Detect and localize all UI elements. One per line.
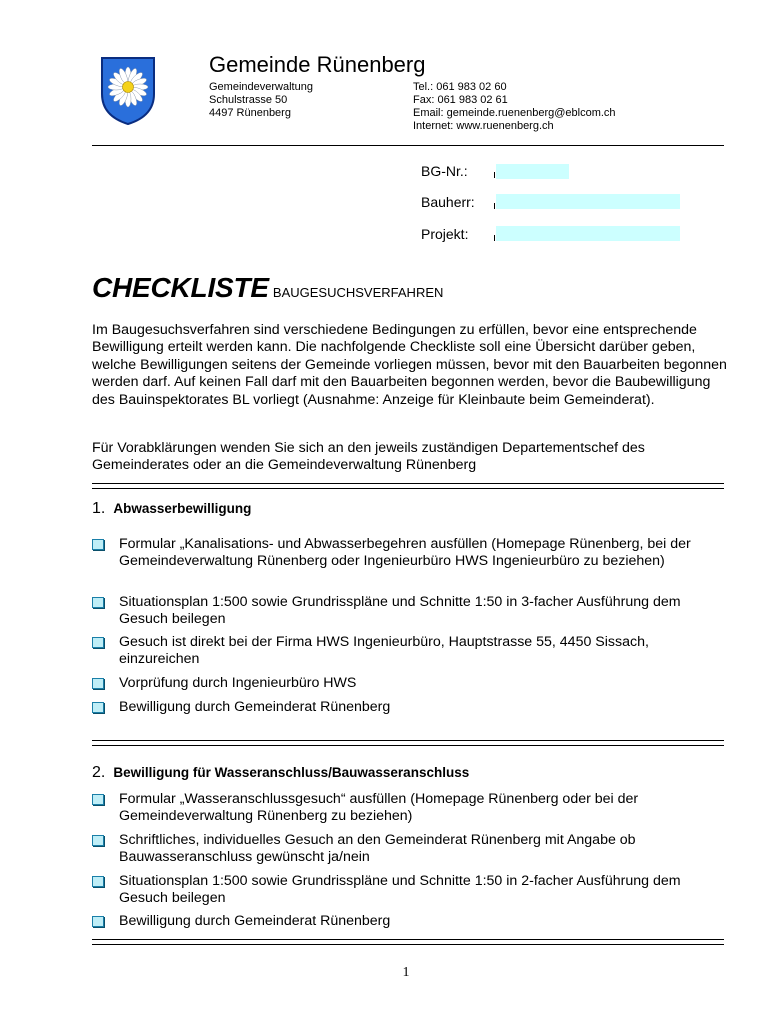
checklist-item-text: Schriftliches, individuelles Gesuch an den Gemeinderat Rünenberg mit Angabe ob Bauwasseranschluss gewünscht ja/nein <box>119 832 636 866</box>
checkbox[interactable] <box>92 876 104 887</box>
municipality-crest-logo <box>100 56 156 126</box>
bg-nr-field[interactable] <box>496 164 569 179</box>
checklist-item-text: Bewilligung durch Gemeinderat Rünenberg <box>119 699 391 715</box>
checkbox[interactable] <box>92 637 104 648</box>
website-link[interactable]: Internet: www.ruenenberg.ch <box>413 120 554 132</box>
fax: Fax: 061 983 02 61 <box>413 94 508 106</box>
checkbox[interactable] <box>92 916 104 927</box>
checkbox[interactable] <box>92 539 104 550</box>
checkbox[interactable] <box>92 702 104 713</box>
field-marker <box>494 172 495 178</box>
checklist-item-text: Vorprüfung durch Ingenieurbüro HWS <box>119 675 357 691</box>
projekt-field[interactable] <box>496 226 680 241</box>
checklist-item-text: Gesuch ist direkt bei der Firma HWS Ingenieurbüro, Hauptstrasse 55, 4450 Sissach, einzureichen <box>119 634 649 668</box>
phone: Tel.: 061 983 02 60 <box>413 81 507 93</box>
document-title <box>92 272 443 304</box>
address-line: Gemeindeverwaltung <box>209 81 313 93</box>
bg-nr-label: BG-Nr.: <box>421 163 468 179</box>
section-number: 1. <box>92 500 106 517</box>
email-link[interactable]: Email: gemeinde.ruenenberg@eblcom.ch <box>413 107 616 119</box>
contact-block <box>413 81 616 133</box>
address-line: 4497 Rünenberg <box>209 107 291 119</box>
intro-paragraph: Im Baugesuchsverfahren sind verschiedene Bedingungen zu erfüllen, bevor eine entsprechende Bewilligung erteilt werden kann. Die nachfolgende Checkliste soll eine Übersicht darüber geben, welche Bewilligungen seitens der Gemeinde vorliegen müssen, bevor mit den Bauarbeiten begonnen werden darf. Auf keinen Fall darf mit den Bauarbeiten begonnen werden, bevor die Baubewilligung des Bauinspektorates BL vorliegt (Ausnahme: Anzeige für Kleinbaute beim Gemeinderat). <box>92 322 727 408</box>
municipality-name: Gemeinde Rünenberg <box>209 52 426 77</box>
checkbox[interactable] <box>92 678 104 689</box>
title-sub: BAUGESUCHSVERFAHREN <box>272 285 444 300</box>
section-divider <box>92 483 724 489</box>
contact-paragraph: Für Vorabklärungen wenden Sie sich an den jeweils zuständigen Departementschef des Gemeinderates oder an die Gemeindeverwaltung Rünenberg <box>92 440 645 474</box>
bauherr-field[interactable] <box>496 194 680 209</box>
address-block <box>209 81 313 120</box>
checklist-item-text: Formular „Kanalisations- und Abwasserbegehren ausfüllen (Homepage Rünenberg, bei der Gemeindeverwaltung Rünenberg oder Ingenieurbüro HWS Ingenieurbüro zu beziehen) <box>119 536 691 570</box>
section-heading <box>92 764 469 782</box>
page-number: 1 <box>402 965 410 980</box>
section-heading <box>92 500 251 518</box>
checkbox[interactable] <box>92 794 104 805</box>
checklist-item-text: Formular „Wasseranschlussgesuch“ ausfüllen (Homepage Rünenberg oder bei der Gemeindeverwaltung Rünenberg zu beziehen) <box>119 791 639 825</box>
header-divider <box>92 145 724 146</box>
section-divider <box>92 939 724 945</box>
field-marker <box>494 235 495 241</box>
bauherr-label: Bauherr: <box>421 194 475 210</box>
address-line: Schulstrasse 50 <box>209 94 288 106</box>
checklist-item-text: Situationsplan 1:500 sowie Grundrisspläne und Schnitte 1:50 in 2-facher Ausführung dem Gesuch beilegen <box>119 873 681 907</box>
section-number: 2. <box>92 764 106 781</box>
checklist-item-text: Bewilligung durch Gemeinderat Rünenberg <box>119 913 391 929</box>
checkbox[interactable] <box>92 835 104 846</box>
section-title: Abwasserbewilligung <box>113 501 252 516</box>
section-divider <box>92 740 724 746</box>
projekt-label: Projekt: <box>421 226 469 242</box>
section-title: Bewilligung für Wasseranschluss/Bauwasseranschluss <box>113 765 470 780</box>
field-marker <box>494 203 495 209</box>
checklist-item-text: Situationsplan 1:500 sowie Grundrisspläne und Schnitte 1:50 in 3-facher Ausführung dem Gesuch beilegen <box>119 594 681 628</box>
title-main: CHECKLISTE <box>92 272 269 303</box>
checkbox[interactable] <box>92 597 104 608</box>
